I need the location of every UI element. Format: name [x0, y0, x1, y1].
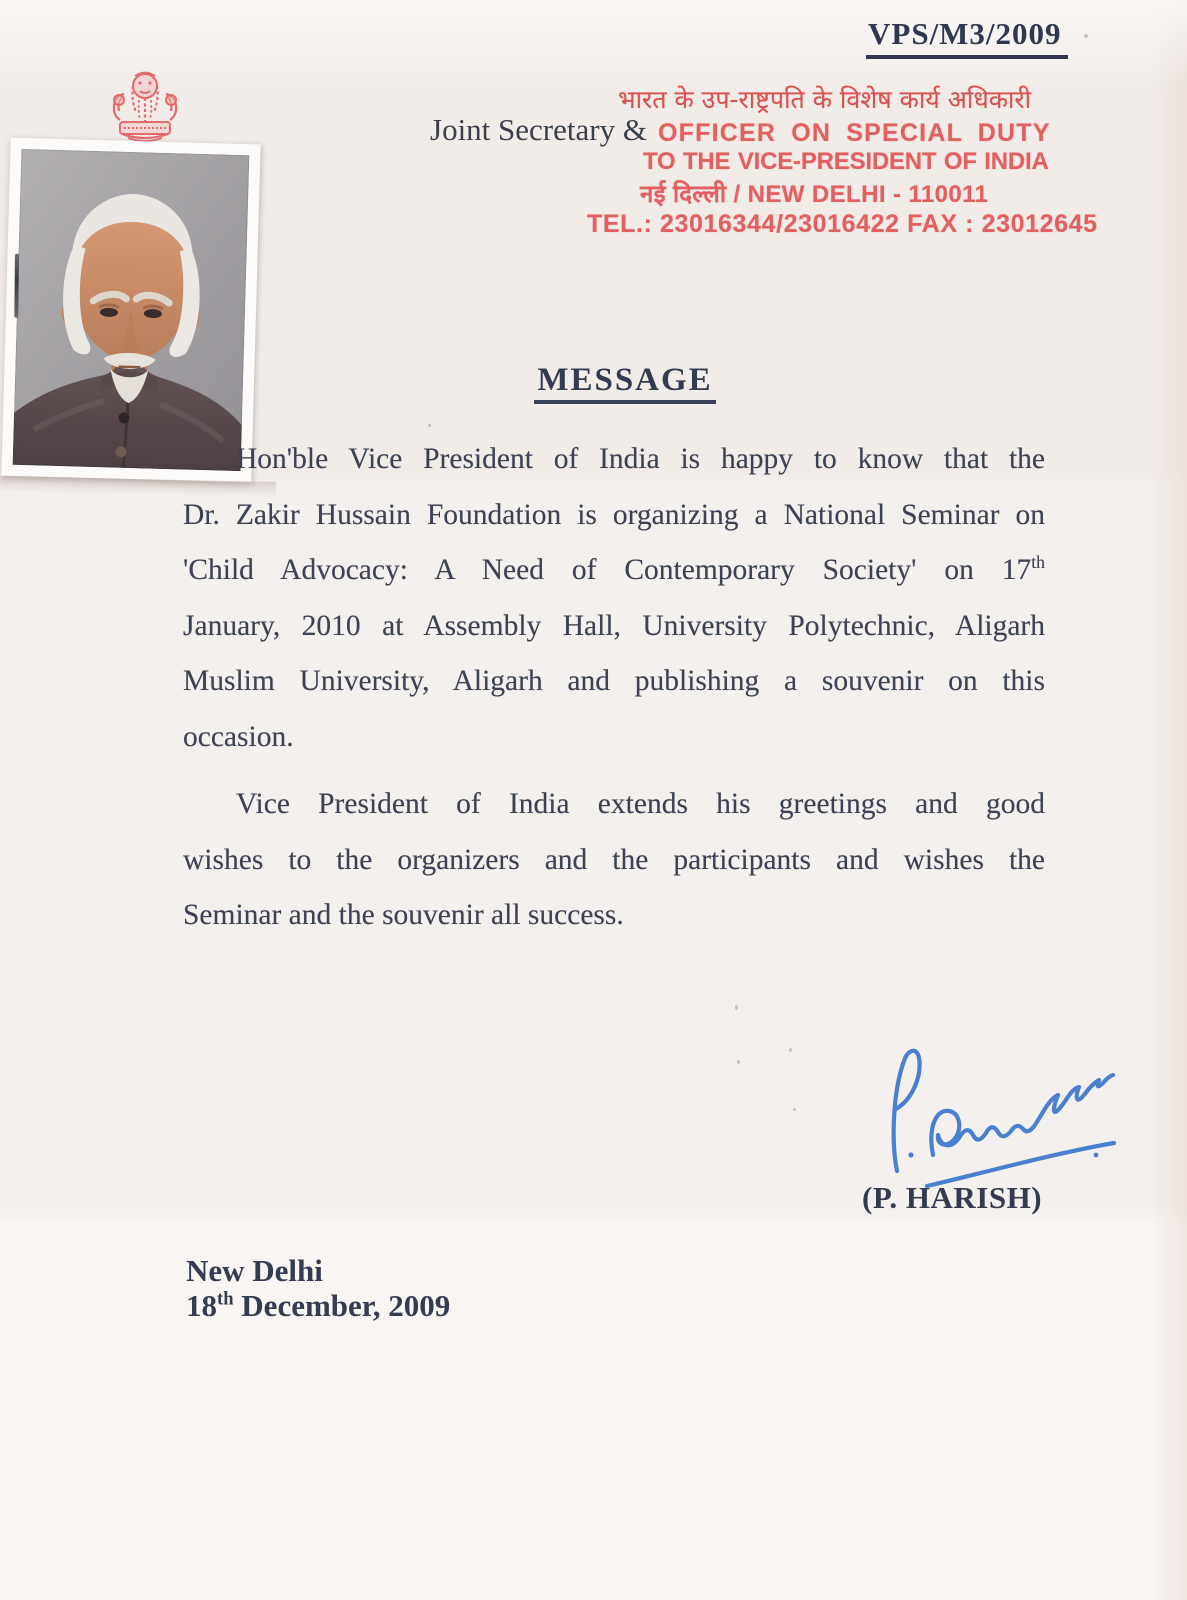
- vice-president-photo: [1, 138, 260, 483]
- letterhead-hindi-title: भारत के उप-राष्ट्रपति के विशेष कार्य अधिकारी: [618, 85, 1032, 114]
- letterhead-city-line: नई दिल्ली / NEW DELHI - 110011: [640, 181, 989, 208]
- scan-speck: [428, 424, 431, 427]
- ashoka-emblem-icon: [106, 64, 184, 150]
- message-paragraph-1: [183, 432, 1045, 765]
- body-line: 'Child Advocacy: A Need of Contemporary Society' on 17th: [183, 552, 1045, 586]
- ordinal-superscript: th: [1031, 552, 1045, 573]
- body-line: Vice President of India extends his greetings and good: [236, 788, 1045, 820]
- scan-speck: [737, 1060, 740, 1064]
- signer-name: (P. HARISH): [862, 1180, 1043, 1215]
- date-line: 18th December, 2009: [186, 1288, 451, 1323]
- letterhead-vice-president-line: TO THE VICE-PRESIDENT OF INDIA: [643, 148, 1049, 175]
- scan-speck: [1084, 34, 1088, 38]
- message-paragraph-2: [183, 777, 1045, 944]
- place-line: New Delhi: [186, 1253, 323, 1288]
- place-date-block: [186, 1253, 450, 1323]
- staple: [14, 254, 19, 318]
- body-line: Muslim University, Aligarh and publishing a souvenir on this: [183, 665, 1045, 697]
- body-line: Hon'ble Vice President of India is happy to know that the: [236, 443, 1045, 475]
- letterhead-osd-title: OFFICER ON SPECIAL DUTY: [658, 119, 1051, 147]
- scan-speck: [735, 1005, 738, 1010]
- body-line: January, 2010 at Assembly Hall, University Polytechnic, Aligarh: [183, 609, 1045, 642]
- body-line: Seminar and the souvenir all success.: [183, 899, 624, 931]
- scan-speck: [789, 1048, 792, 1052]
- portrait-illustration: [13, 149, 250, 471]
- scan-speck: [793, 1108, 796, 1111]
- body-line: Dr. Zakir Hussain Foundation is organizing a National Seminar on: [183, 498, 1045, 531]
- signature-ink: [855, 1025, 1135, 1195]
- message-heading: MESSAGE: [195, 362, 1055, 399]
- letterhead-telephone-line: TEL.: 23016344/23016422 FAX : 23012645: [587, 210, 1098, 238]
- body-line: wishes to the organizers and the participants and wishes the: [183, 843, 1045, 876]
- letterhead-joint-secretary: Joint Secretary &: [430, 112, 647, 147]
- body-line: occasion.: [183, 720, 294, 753]
- ordinal-superscript: th: [217, 1288, 234, 1310]
- reference-number: VPS/M3/2009: [866, 16, 1068, 59]
